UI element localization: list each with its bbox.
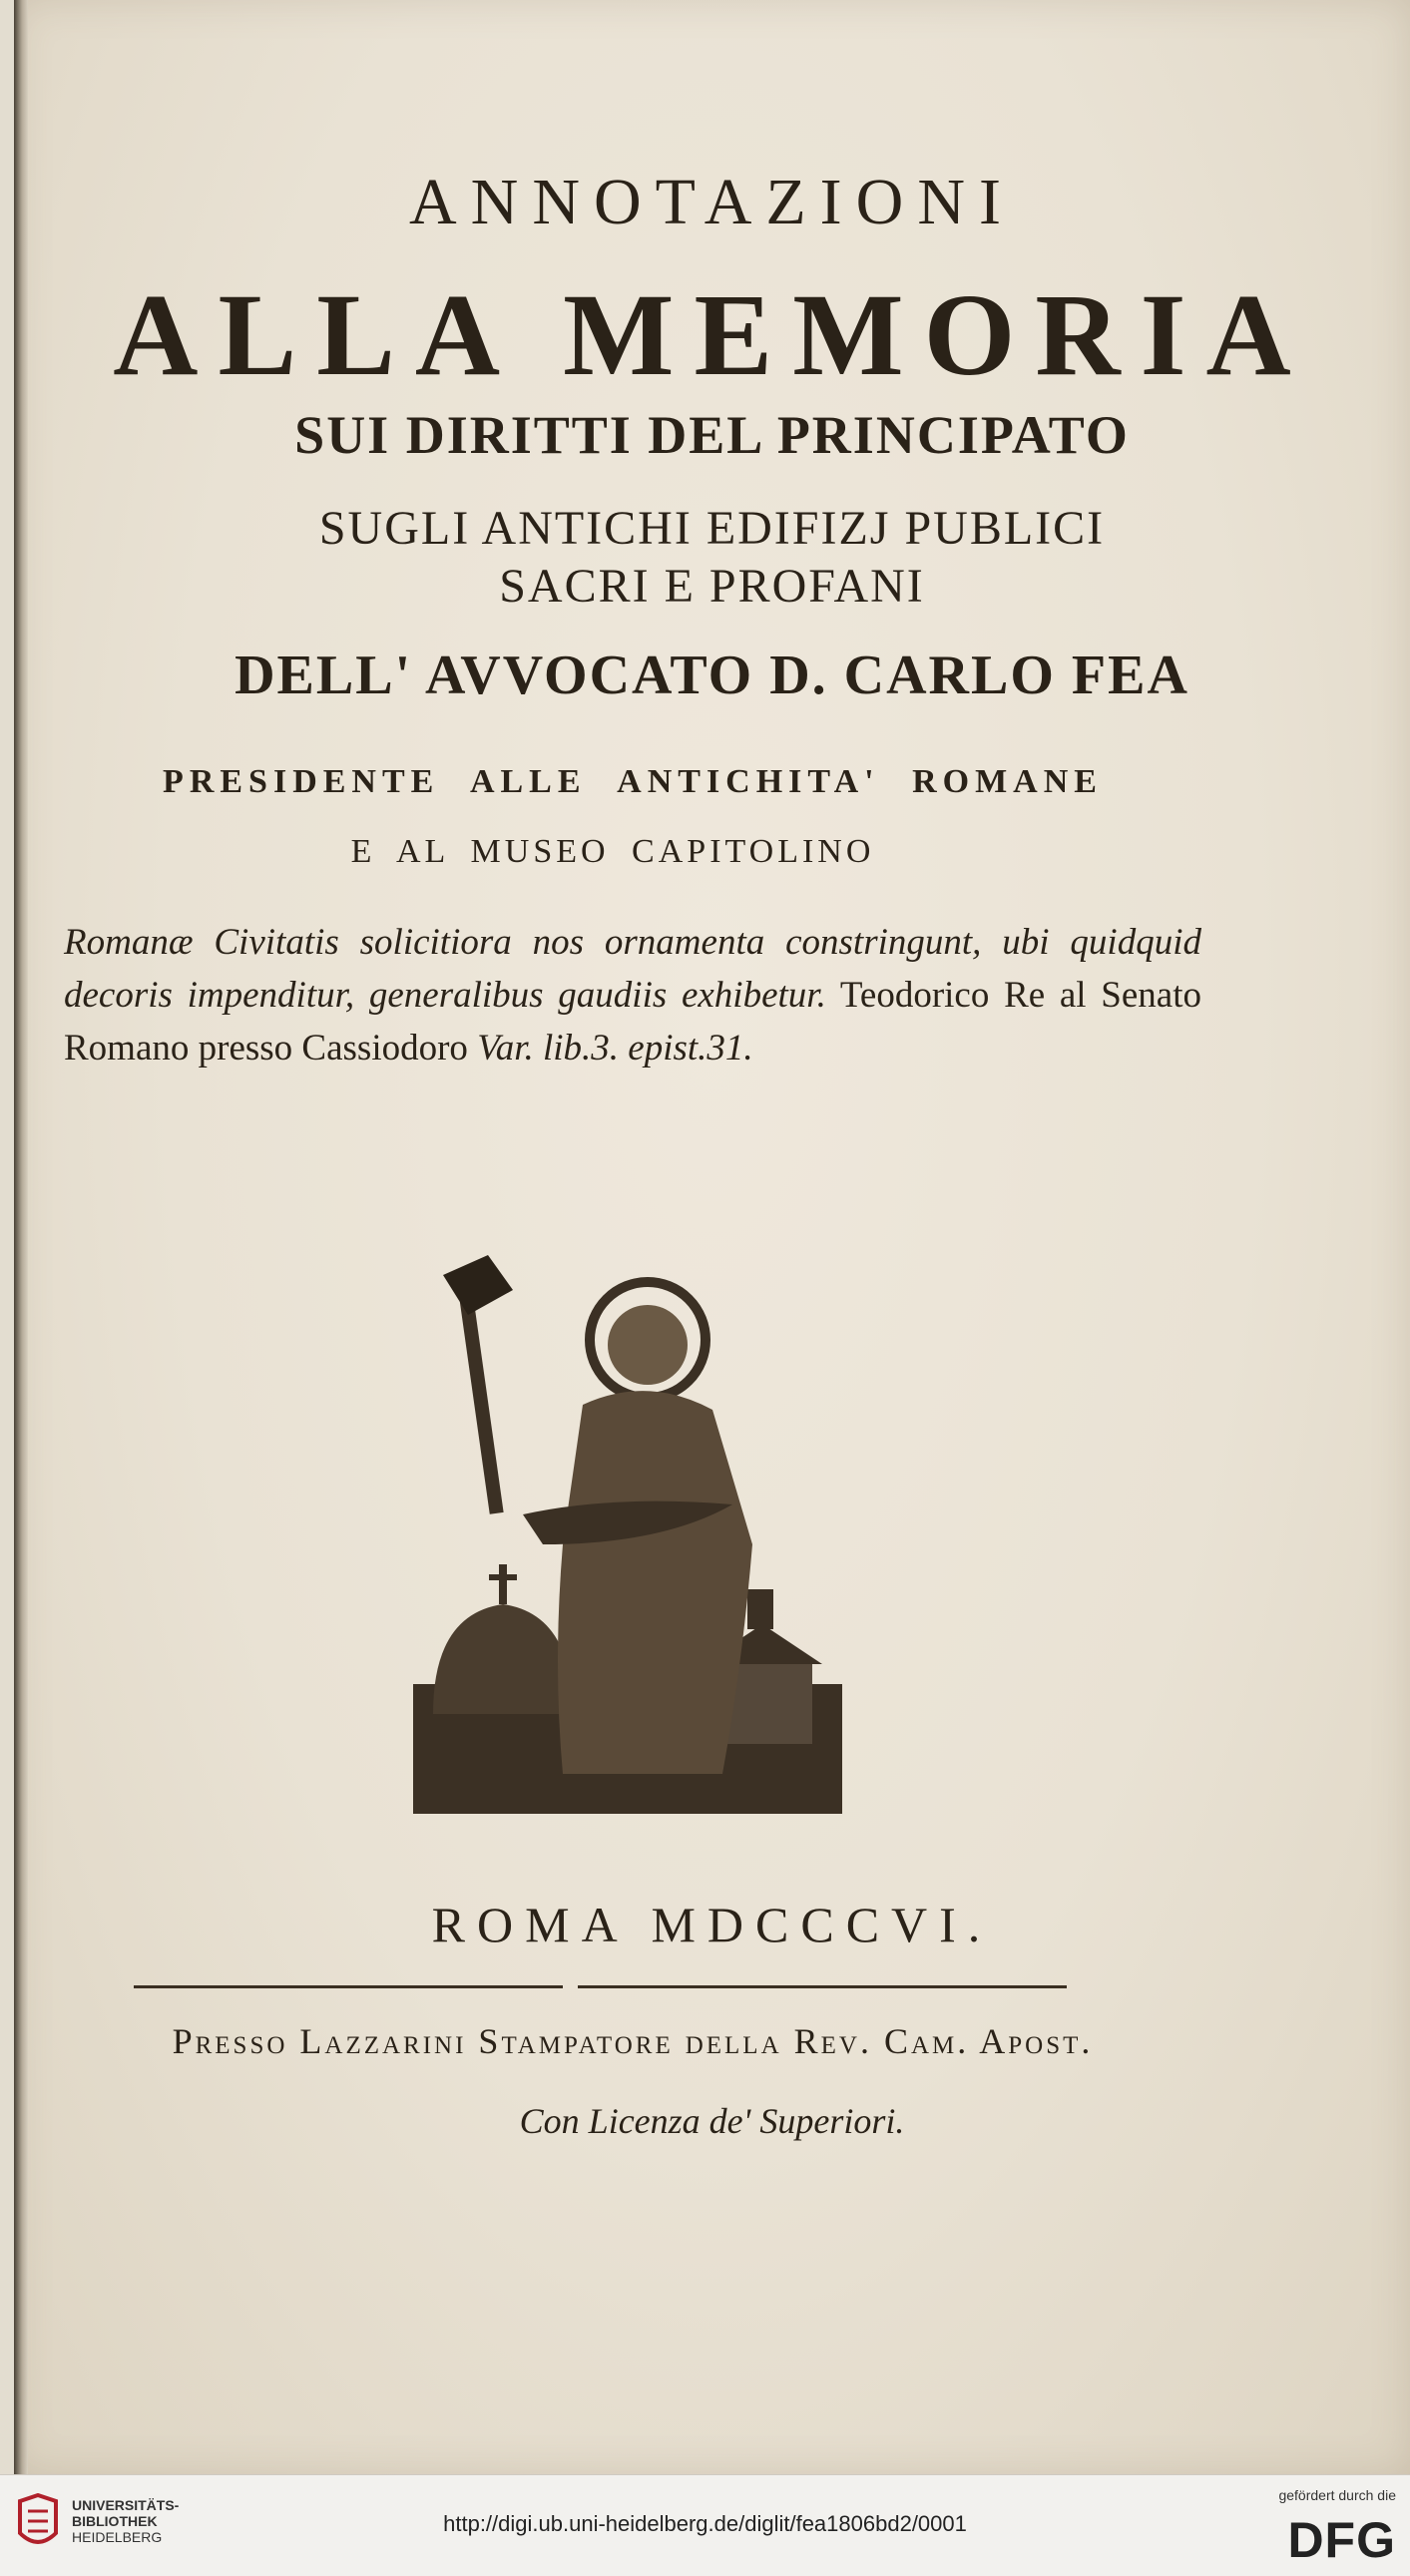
author-line: DELL' AVVOCATO D. CARLO FEA [235, 644, 1189, 706]
dfg-logo: DFG [1287, 2512, 1396, 2568]
epigraph-reference: Var. lib.3. epist.31. [477, 1028, 753, 1069]
title-line-1: ANNOTAZIONI [409, 166, 1015, 238]
library-name-line-1: UNIVERSITÄTS- [72, 2497, 180, 2513]
divider-rule-right [578, 1985, 1067, 1988]
saint-peter-woodcut [413, 1245, 842, 1814]
title-line-3: SUI DIRITTI DEL PRINCIPATO [294, 405, 1130, 465]
license-line: Con Licenza de' Superiori. [519, 2101, 905, 2141]
title-line-5: SACRI E PROFANI [499, 560, 925, 613]
library-name-line-2: BIBLIOTHEK [72, 2513, 158, 2529]
title-line-2: ALLA MEMORIA [113, 269, 1311, 400]
title-line-4: SUGLI ANTICHI EDIFIZJ PUBLICI [318, 502, 1106, 555]
epigraph [64, 916, 1201, 1074]
epigraph-latin: Romanæ Civitatis solicitiora nos ornamenta constringunt, ubi quidquid decoris impenditur, generalibus gaudiis exhibetur. [64, 922, 1201, 1016]
funding-note: gefördert durch die [1278, 2487, 1396, 2503]
printer-line: Presso Lazzarini Stampatore della Rev. Cam. Apost. [172, 2021, 1094, 2061]
viewer-footer [0, 2474, 1410, 2576]
permalink-url[interactable]: http://digi.ub.uni-heidelberg.de/diglit/fea1806bd2/0001 [443, 2511, 967, 2536]
scanned-page [14, 0, 1410, 2474]
divider-rule-left [134, 1985, 563, 1988]
place-and-date: ROMA MDCCCVI. [431, 1897, 993, 1952]
office-line-1: PRESIDENTE ALLE ANTICHITA' ROMANE [163, 763, 1103, 800]
office-line-2: E AL MUSEO CAPITOLINO [350, 833, 875, 870]
library-name-line-3: HEIDELBERG [72, 2529, 163, 2545]
epigraph-source: Teodorico Re al Senato Romano presso Cassiodoro [64, 975, 1201, 1069]
